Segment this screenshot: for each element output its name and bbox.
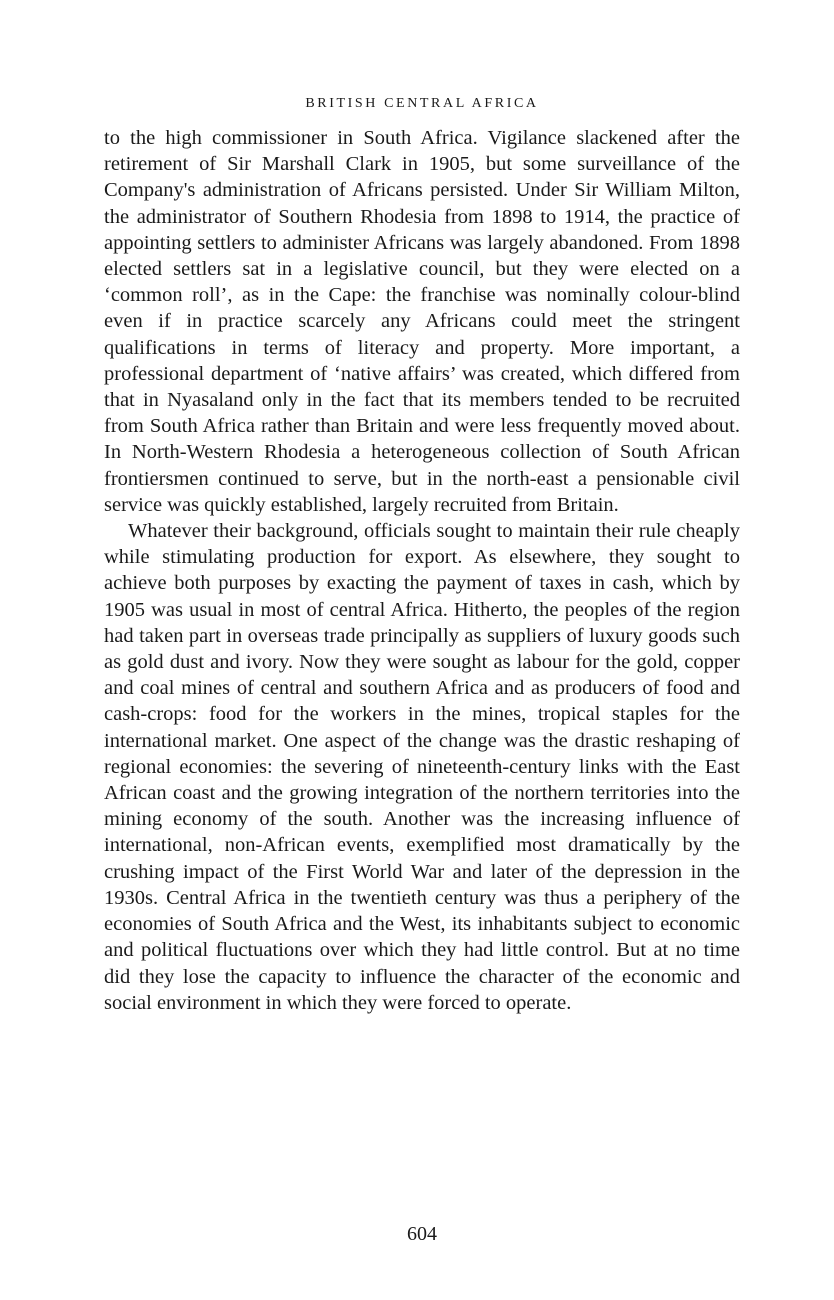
page-number: 604 [407, 1223, 437, 1245]
paragraph-1: to the high commissioner in South Africa. Vigilance slackened after the retirement of Sir Marshall Clark in 1905, but some surveillance of the Company's administration of Africans persisted. Under Sir William Milton, the administrator of Southern Rhodesia from 1898 to 1914, the practice of appointing settlers to administer Africans was largely abandoned. From 1898 elected settlers sat in a legislative council, but they were elected on a ‘common roll’, as in the Cape: the franchise was nominally colour-blind even if in practice scarcely any Africans could meet the stringent qualifications in terms of literacy and property. More important, a professional department of ‘native affairs’ was created, which differed from that in Nyasaland only in the fact that its members tended to be recruited from South Africa rather than Britain and were less frequently moved about. In North-Western Rhodesia a heterogeneous collection of South African frontiersmen continued to serve, but in the north-east a pensionable civil service was quickly established, largely recruited from Britain. [104, 127, 740, 516]
paragraph-2: Whatever their background, officials sought to maintain their rule cheaply while stimulating production for export. As elsewhere, they sought to achieve both purposes by exacting the payment of taxes in cash, which by 1905 was usual in most of central Africa. Hitherto, the peoples of the region had taken part in overseas trade principally as suppliers of luxury goods such as gold dust and ivory. Now they were sought as labour for the gold, copper and coal mines of central and southern Africa and as producers of food and cash-crops: food for the workers in the mines, tropical staples for the international market. One aspect of the change was the drastic reshaping of regional economies: the severing of nineteenth-century links with the East African coast and the growing integration of the northern territories into the mining economy of the south. Another was the increasing influence of international, non-African events, exemplified most dramatically by the crushing impact of the First World War and later of the depression in the 1930s. Central Africa in the twentieth century was thus a periphery of the economies of South Africa and the West, its inhabitants subject to economic and political fluctuations over which they had little control. But at no time did they lose the capacity to influence the character of the economic and social environment in which they were forced to operate. [104, 520, 740, 1014]
book-page [104, 0, 740, 1300]
running-head: BRITISH CENTRAL AFRICA [305, 96, 539, 111]
body-text [104, 125, 740, 1016]
